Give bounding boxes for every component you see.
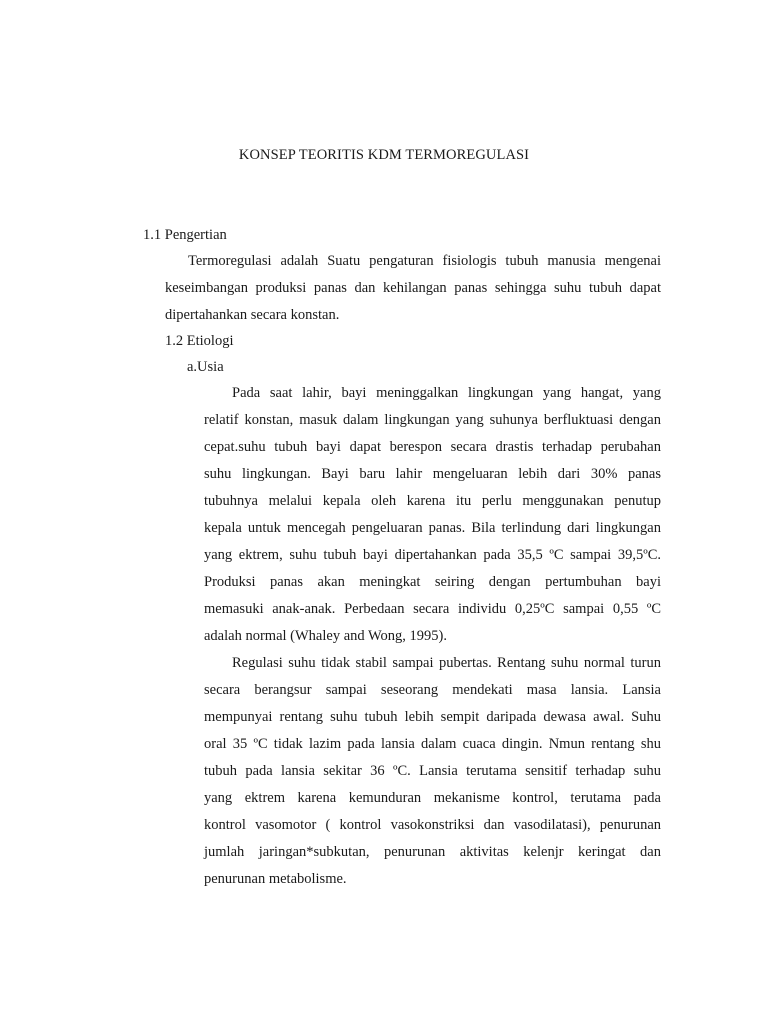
paragraph-line: Regulasi suhu tidak stabil sampai pubertas. Rentang suhu normal turun [232, 655, 661, 671]
paragraph-line: dipertahankan secara konstan. [165, 307, 340, 323]
paragraph-line: jumlah jaringan*subkutan, penurunan aktivitas kelenjr keringat dan [204, 844, 661, 860]
paragraph-line: yang ektrem karena kemunduran mekanisme kontrol, terutama pada [204, 790, 661, 806]
paragraph-line: adalah normal (Whaley and Wong, 1995). [204, 628, 447, 644]
paragraph-line: relatif konstan, masuk dalam lingkungan yang suhunya berfluktuasi dengan [204, 412, 661, 428]
paragraph-line: memasuki anak-anak. Perbedaan secara individu 0,25ºC sampai 0,55 ºC [204, 601, 661, 617]
paragraph-line: oral 35 ºC tidak lazim pada lansia dalam cuaca dingin. Nmun rentang shu [204, 736, 661, 752]
paragraph-line: kontrol vasomotor ( kontrol vasokonstriksi dan vasodilatasi), penurunan [204, 817, 661, 833]
section-heading-pengertian: 1.1 Pengertian [143, 227, 227, 243]
paragraph-line: cepat.suhu tubuh bayi dapat berespon secara drastis terhadap perubahan [204, 439, 661, 455]
document-title: KONSEP TEORITIS KDM TERMOREGULASI [238, 147, 530, 163]
section-heading-etiologi: 1.2 Etiologi [165, 333, 234, 349]
paragraph-line: penurunan metabolisme. [204, 871, 347, 887]
paragraph-line: Termoregulasi adalah Suatu pengaturan fisiologis tubuh manusia mengenai [188, 253, 661, 269]
paragraph-line: yang ektrem, suhu tubuh bayi dipertahankan pada 35,5 ºC sampai 39,5ºC. [204, 547, 661, 563]
paragraph-line: tubuh pada lansia sekitar 36 ºC. Lansia terutama sensitif terhadap suhu [204, 763, 661, 779]
paragraph-line: Produksi panas akan meningkat seiring dengan pertumbuhan bayi [204, 574, 661, 590]
paragraph-line: secara berangsur sampai seseorang mendekati masa lansia. Lansia [204, 682, 661, 698]
paragraph-line: kepala untuk mencegah pengeluaran panas. Bila terlindung dari lingkungan [204, 520, 661, 536]
subheading-usia: a.Usia [187, 359, 224, 375]
paragraph-line: mempunyai rentang suhu tubuh lebih sempit daripada dewasa awal. Suhu [204, 709, 661, 725]
paragraph-line: keseimbangan produksi panas dan kehilangan panas sehingga suhu tubuh dapat [165, 280, 661, 296]
paragraph-line: Pada saat lahir, bayi meninggalkan lingkungan yang hangat, yang [232, 385, 661, 401]
paragraph-line: tubuhnya melalui kepala oleh karena itu perlu menggunakan penutup [204, 493, 661, 509]
paragraph-line: suhu lingkungan. Bayi baru lahir mengeluaran lebih dari 30% panas [204, 466, 661, 482]
